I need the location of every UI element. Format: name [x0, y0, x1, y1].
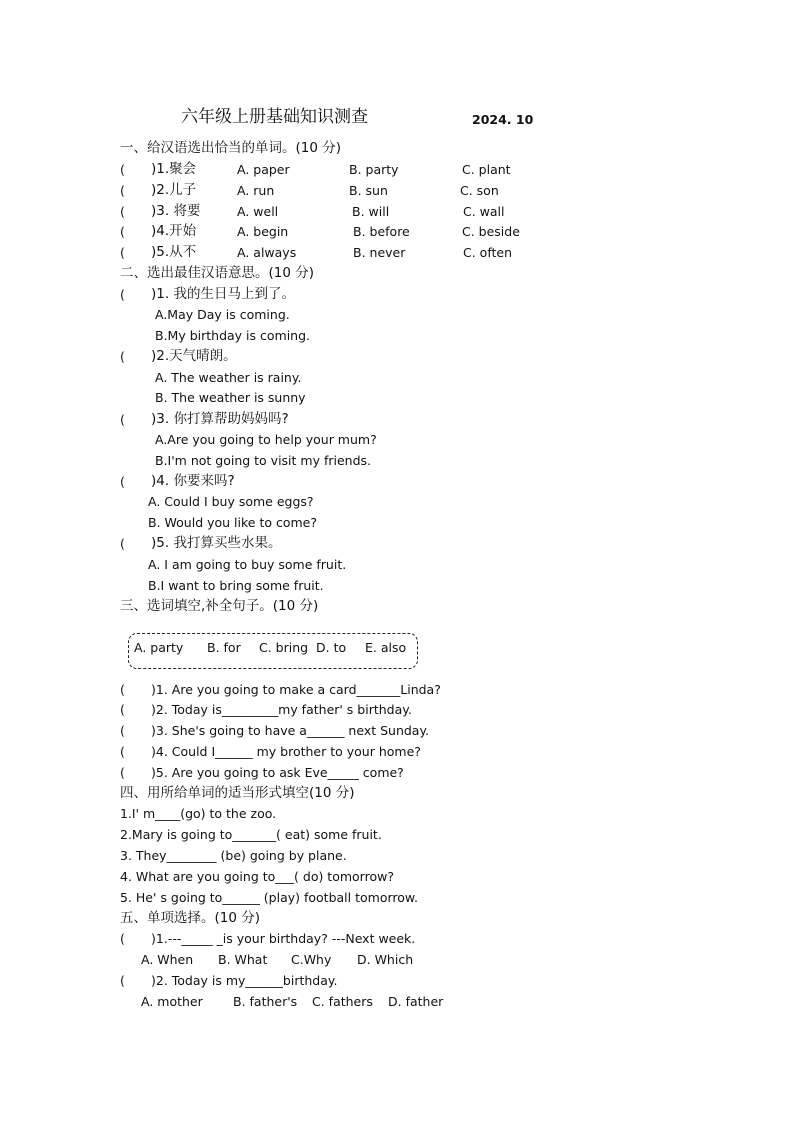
- answer-paren[interactable]: (: [120, 931, 125, 946]
- answer-paren[interactable]: (: [120, 224, 125, 239]
- option-a: A. well: [237, 204, 279, 219]
- fill-sentence: )3. She's going to have a______ next Sunday.: [151, 723, 430, 738]
- word-bank-item: E. also: [365, 640, 407, 655]
- fill-sentence: )4. Could I______ my brother to your home?: [151, 744, 421, 759]
- option-a: A. begin: [237, 224, 289, 239]
- option-b: B. never: [353, 245, 406, 260]
- fill-sentence: 3. They________ (be) going by plane.: [120, 848, 347, 863]
- question-text: )1. 我的生日马上到了。: [151, 286, 295, 302]
- answer-paren[interactable]: (: [120, 162, 125, 177]
- question-word: )3. 将要: [151, 203, 201, 219]
- option-a: A. When: [141, 952, 194, 967]
- answer-paren[interactable]: (: [120, 183, 125, 198]
- fill-sentence: )2. Today is_________my father' s birthday.: [151, 702, 412, 717]
- section-5-heading: 五、单项选择。(10 分): [120, 910, 261, 926]
- answer-paren[interactable]: (: [120, 349, 125, 364]
- answer-paren[interactable]: (: [120, 287, 125, 302]
- option-b: B. father's: [233, 994, 298, 1009]
- word-bank-item: A. party: [134, 640, 184, 655]
- question-word: )1.聚会: [151, 161, 197, 177]
- option-c: C. plant: [462, 162, 511, 177]
- fill-sentence: 4. What are you going to___( do) tomorrow?: [120, 869, 394, 884]
- option-d: D. Which: [357, 952, 414, 967]
- fill-sentence: )1. Are you going to make a card_______Linda?: [151, 682, 441, 697]
- option-b: B. before: [353, 224, 410, 239]
- section-1-heading: 一、给汉语选出恰当的单词。(10 分): [120, 140, 342, 156]
- option-c: C. beside: [462, 224, 520, 239]
- answer-paren[interactable]: (: [120, 702, 125, 717]
- option-a: A. run: [237, 183, 275, 198]
- answer-paren[interactable]: (: [120, 723, 125, 738]
- answer-paren[interactable]: (: [120, 682, 125, 697]
- section-4-heading: 四、用所给单词的适当形式填空(10 分): [120, 785, 355, 801]
- option-d: D. father: [388, 994, 444, 1009]
- section-2-heading: 二、选出最佳汉语意思。(10 分): [120, 265, 315, 281]
- question-text: )2. Today is my______birthday.: [151, 973, 338, 988]
- question-word: )2.儿子: [151, 182, 197, 198]
- option-b: B. Would you like to come?: [148, 515, 317, 530]
- answer-paren[interactable]: (: [120, 744, 125, 759]
- option-a: A.Are you going to help your mum?: [155, 432, 377, 447]
- fill-sentence: 2.Mary is going to_______( eat) some fruit.: [120, 827, 382, 842]
- answer-paren[interactable]: (: [120, 204, 125, 219]
- answer-paren[interactable]: (: [120, 973, 125, 988]
- answer-paren[interactable]: (: [120, 765, 125, 780]
- question-word: )5.从不: [151, 244, 197, 260]
- option-c: C.Why: [291, 952, 332, 967]
- question-text: )5. 我打算买些水果。: [151, 535, 282, 551]
- option-b: B.I want to bring some fruit.: [148, 578, 324, 593]
- word-bank-item: C. bring: [259, 640, 309, 655]
- question-text: )2.天气晴朗。: [151, 348, 237, 364]
- option-a: A. Could I buy some eggs?: [148, 494, 314, 509]
- option-c: C. wall: [463, 204, 505, 219]
- answer-paren[interactable]: (: [120, 412, 125, 427]
- question-text: )4. 你要来吗?: [151, 473, 235, 489]
- option-c: C. often: [463, 245, 513, 260]
- question-word: )4.开始: [151, 223, 197, 239]
- answer-paren[interactable]: (: [120, 474, 125, 489]
- answer-paren[interactable]: (: [120, 245, 125, 260]
- option-a: A. paper: [237, 162, 290, 177]
- option-b: B. What: [218, 952, 268, 967]
- fill-sentence: 5. He' s going to______ (play) football tomorrow.: [120, 890, 418, 905]
- option-b: B. The weather is sunny: [155, 390, 306, 405]
- option-b: B.My birthday is coming.: [155, 328, 310, 343]
- page-title: 六年级上册基础知识测查: [181, 107, 368, 127]
- option-b: B. sun: [349, 183, 388, 198]
- option-b: B. will: [352, 204, 390, 219]
- question-text: )3. 你打算帮助妈妈吗?: [151, 411, 289, 427]
- word-bank-item: D. to: [316, 640, 347, 655]
- date-label: 2024. 10: [472, 112, 534, 127]
- option-b: B. party: [349, 162, 399, 177]
- fill-sentence: 1.I' m____(go) to the zoo.: [120, 806, 277, 821]
- fill-sentence: )5. Are you going to ask Eve_____ come?: [151, 765, 404, 780]
- answer-paren[interactable]: (: [120, 536, 125, 551]
- option-a: A. I am going to buy some fruit.: [148, 557, 347, 572]
- option-a: A.May Day is coming.: [155, 307, 290, 322]
- option-c: C. son: [460, 183, 499, 198]
- question-text: )1.---_____ _is your birthday? ---Next week.: [151, 931, 416, 946]
- option-a: A. always: [237, 245, 297, 260]
- word-bank-item: B. for: [207, 640, 241, 655]
- option-b: B.I'm not going to visit my friends.: [155, 453, 371, 468]
- section-3-heading: 三、选词填空,补全句子。(10 分): [120, 598, 319, 614]
- option-a: A. The weather is rainy.: [155, 370, 302, 385]
- option-a: A. mother: [141, 994, 203, 1009]
- option-c: C. fathers: [312, 994, 373, 1009]
